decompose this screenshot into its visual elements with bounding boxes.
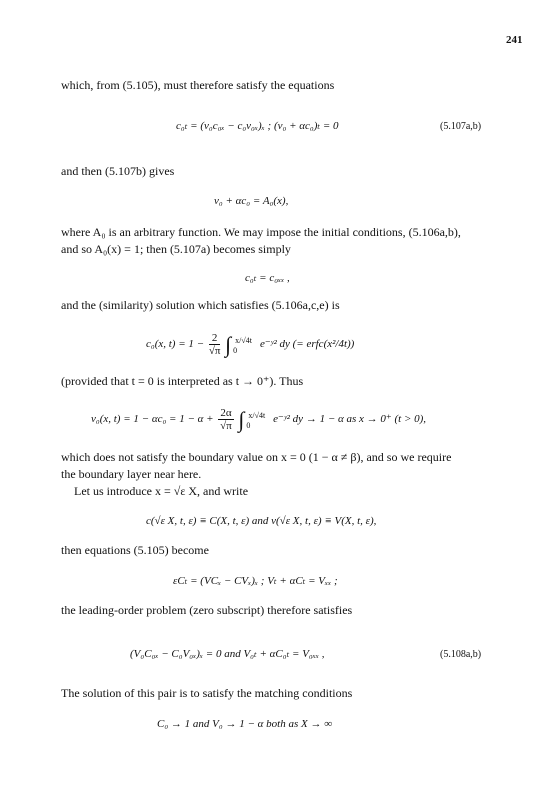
eq4-numerator: 2 (209, 332, 221, 345)
eq4-right: e⁻ʸ² dy (= erfc(x²/4t)) (259, 338, 355, 351)
eq5-fraction (218, 407, 233, 432)
paragraph-1: which, from (5.105), must therefore satisfy the equations (61, 78, 335, 92)
equation-heat: c₀ₜ = c₀ₓₓ , (245, 272, 290, 284)
eq4-fraction (209, 332, 221, 357)
equation-5-107: c₀ₜ = (v₀c₀ₓ − c₀v₀ₓ)ₓ ; (v₀ + αc₀)ₜ = 0 (176, 120, 339, 132)
equation-label-5-107: (5.107a,b) (440, 121, 482, 132)
paragraph-10: The solution of this pair is to satisfy the matching conditions (61, 686, 353, 700)
paragraph-5: (provided that t = 0 is interpreted as t → 0⁺). Thus (61, 374, 304, 388)
paragraph-7: Let us introduce x = √ε X, and write (74, 484, 249, 498)
eq5-right: e⁻ʸ² dy → 1 − α as x → 0⁺ (t > 0), (273, 413, 427, 426)
page-number: 241 (506, 34, 523, 46)
eq5-lower-limit: 0 (246, 420, 251, 430)
equation-label-5-108: (5.108a,b) (440, 649, 482, 660)
paragraph-9: the leading-order problem (zero subscript) therefore satisfies (61, 603, 353, 617)
paragraph-3-line-2: and so A₀(x) = 1; then (5.107a) becomes simply (61, 242, 291, 256)
paragraph-2: and then (5.107b) gives (61, 164, 175, 178)
equation-matching-conditions: C₀ → 1 and V₀ → 1 − α both as X → ∞ (157, 718, 333, 730)
eq4-denominator: √π (208, 345, 221, 357)
equation-v0-plus-alpha-c0: v₀ + αc₀ = A₀(x), (214, 195, 289, 207)
paragraph-6-line-2: the boundary layer near here. (61, 467, 202, 481)
eq4-upper-limit: x/√4t (235, 335, 253, 345)
eq5-upper-limit: x/√4t (248, 410, 266, 420)
equation-similarity-solution (146, 332, 354, 357)
paragraph-4: and the (similarity) solution which satisfies (5.106a,c,e) is (61, 298, 340, 312)
equation-5-108: (V₀C₀ₓ − C₀V₀ₓ)ₓ = 0 and V₀ₜ + αC₀ₜ = V₀ₓₓ , (130, 648, 325, 660)
eq4-left: c₀(x, t) = 1 − (146, 338, 205, 351)
eq5-denominator: √π (220, 420, 232, 432)
integral-sign: ∫ x/√4t 0 (225, 335, 231, 355)
eq5-left: v₀(x, t) = 1 − αc₀ = 1 − α + (91, 413, 214, 426)
equation-scaled-system: εCₜ = (VCₓ − CVₓ)ₓ ; Vₜ + αCₜ = Vₓₓ ; (173, 575, 338, 587)
paragraph-6-line-1: which does not satisfy the boundary value on x = 0 (1 − α ≠ β), and so we require (61, 450, 452, 464)
eq4-lower-limit: 0 (233, 345, 238, 355)
equation-scaling: c(√ε X, t, ε) ≡ C(X, t, ε) and v(√ε X, t, ε) ≡ V(X, t, ε), (146, 515, 377, 527)
integral-sign: ∫ x/√4t 0 (238, 410, 244, 430)
paragraph-8: then equations (5.105) become (61, 543, 209, 557)
eq5-numerator: 2α (220, 407, 232, 419)
equation-v0-solution (91, 407, 426, 432)
paragraph-3-line-1: where A₀ is an arbitrary function. We may impose the initial conditions, (5.106a,b), (61, 225, 461, 239)
